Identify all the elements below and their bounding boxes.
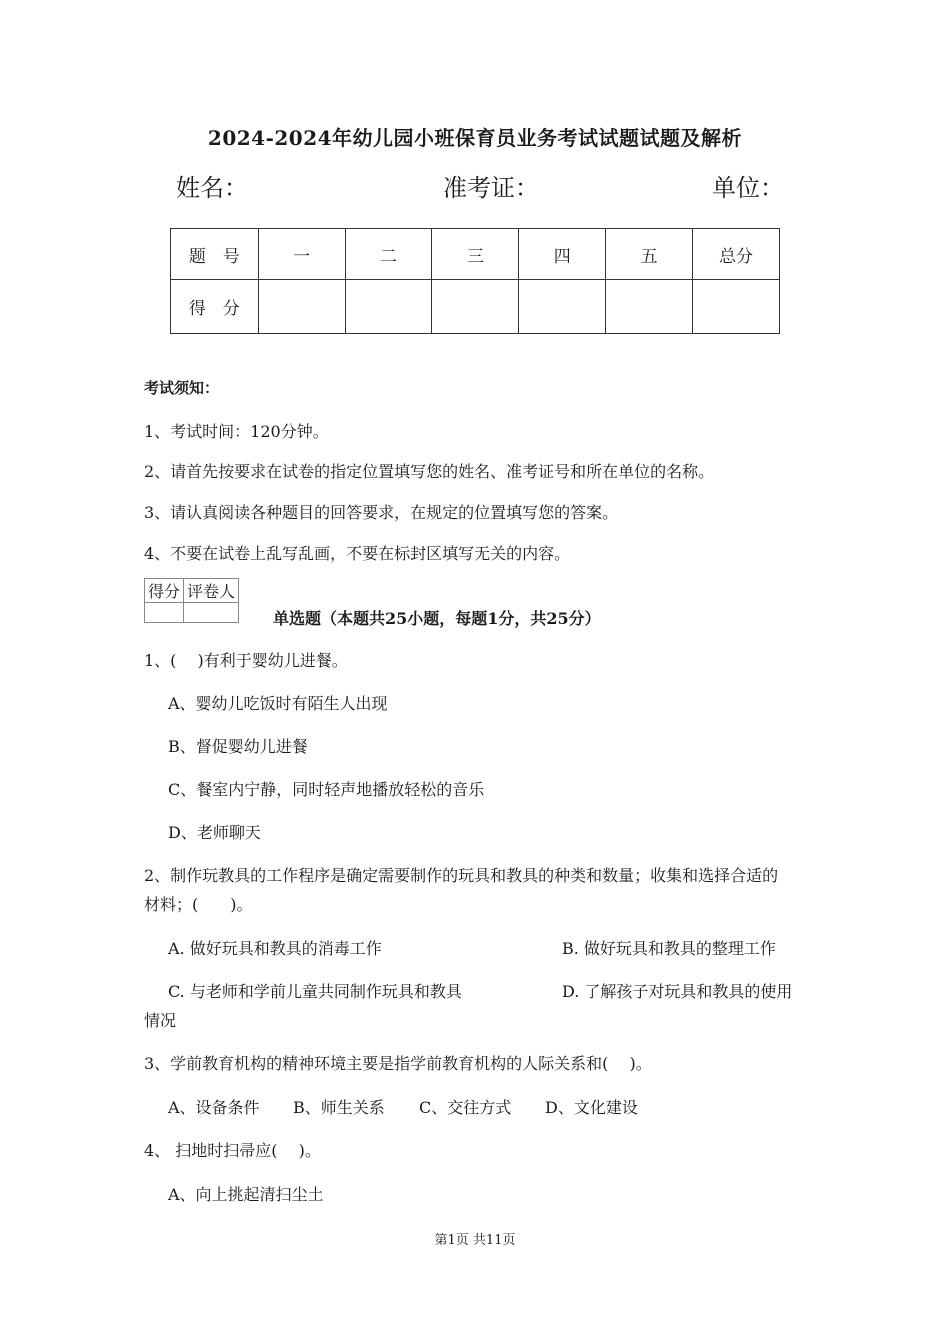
score-cell[interactable] (258, 280, 345, 334)
score-table-column-total: 总分 (693, 229, 780, 280)
score-cell-total[interactable] (693, 280, 780, 334)
score-table-score-row (171, 280, 780, 334)
score-cell[interactable] (432, 280, 519, 334)
question-option: D. 了解孩子对玩具和教具的使用 (562, 982, 793, 1001)
exam-id-field-label: 准考证： (443, 174, 539, 202)
question-stem: 2、制作玩教具的工作程序是确定需要制作的玩具和教具的种类和数量；收集和选择合适的 (144, 866, 779, 885)
notice-item: 2、请首先按要求在试卷的指定位置填写您的姓名、准考证号和所在单位的名称。 (144, 462, 715, 481)
score-table-column: 三 (432, 229, 519, 280)
score-table-header-row (171, 229, 780, 280)
grader-score-cell[interactable] (145, 603, 184, 623)
page-footer: 第1页 共11页 (434, 1233, 516, 1248)
score-table-column: 一 (258, 229, 345, 280)
question-option: A、设备条件 (168, 1098, 260, 1117)
question-option: B. 做好玩具和教具的整理工作 (562, 939, 776, 958)
question-option: D、老师聊天 (168, 823, 261, 842)
document-title: 2024-2024年幼儿园小班保育员业务考试试题试题及解析 (207, 126, 743, 150)
score-table-column: 四 (519, 229, 606, 280)
question-stem-continued: 材料；( )。 (144, 895, 253, 914)
question-option: C、交往方式 (419, 1098, 512, 1117)
question-stem: 4、 扫地时扫帚应( )。 (144, 1141, 321, 1160)
question-option: B、督促婴幼儿进餐 (168, 737, 308, 756)
question-option: A、向上挑起清扫尘土 (168, 1185, 324, 1204)
grader-box (144, 578, 239, 623)
question-option: C. 与老师和学前儿童共同制作玩具和教具 (168, 982, 462, 1001)
question-option: A. 做好玩具和教具的消毒工作 (168, 939, 382, 958)
notice-item: 4、不要在试卷上乱写乱画，不要在标封区填写无关的内容。 (144, 544, 571, 563)
notice-item: 3、请认真阅读各种题目的回答要求，在规定的位置填写您的答案。 (144, 503, 619, 522)
grader-reviewer-cell[interactable] (184, 603, 239, 623)
question-option: C、餐室内宁静，同时轻声地播放轻松的音乐 (168, 780, 485, 799)
score-table-row-label: 得 分 (171, 280, 259, 334)
section-title: 单选题（本题共25小题，每题1分，共25分） (273, 609, 601, 628)
score-table-header-label: 题 号 (171, 229, 259, 280)
score-table (170, 228, 780, 334)
score-cell[interactable] (606, 280, 693, 334)
question-stem: 3、学前教育机构的精神环境主要是指学前教育机构的人际关系和( )。 (144, 1054, 652, 1073)
question-option: B、师生关系 (293, 1098, 385, 1117)
question-option-continued: 情况 (144, 1011, 177, 1030)
score-cell[interactable] (345, 280, 432, 334)
notice-item: 1、考试时间：120分钟。 (144, 422, 329, 441)
notice-heading: 考试须知： (144, 379, 220, 397)
grader-score-label: 得分 (145, 579, 184, 603)
score-table-column: 五 (606, 229, 693, 280)
question-option: A、婴幼儿吃饭时有陌生人出现 (168, 694, 388, 713)
question-option: D、文化建设 (545, 1098, 638, 1117)
unit-field-label: 单位： (712, 174, 784, 202)
score-table-column: 二 (345, 229, 432, 280)
name-field-label: 姓名： (176, 174, 248, 202)
score-cell[interactable] (519, 280, 606, 334)
question-stem: 1、( )有利于婴幼儿进餐。 (144, 651, 348, 670)
grader-reviewer-label: 评卷人 (184, 579, 239, 603)
